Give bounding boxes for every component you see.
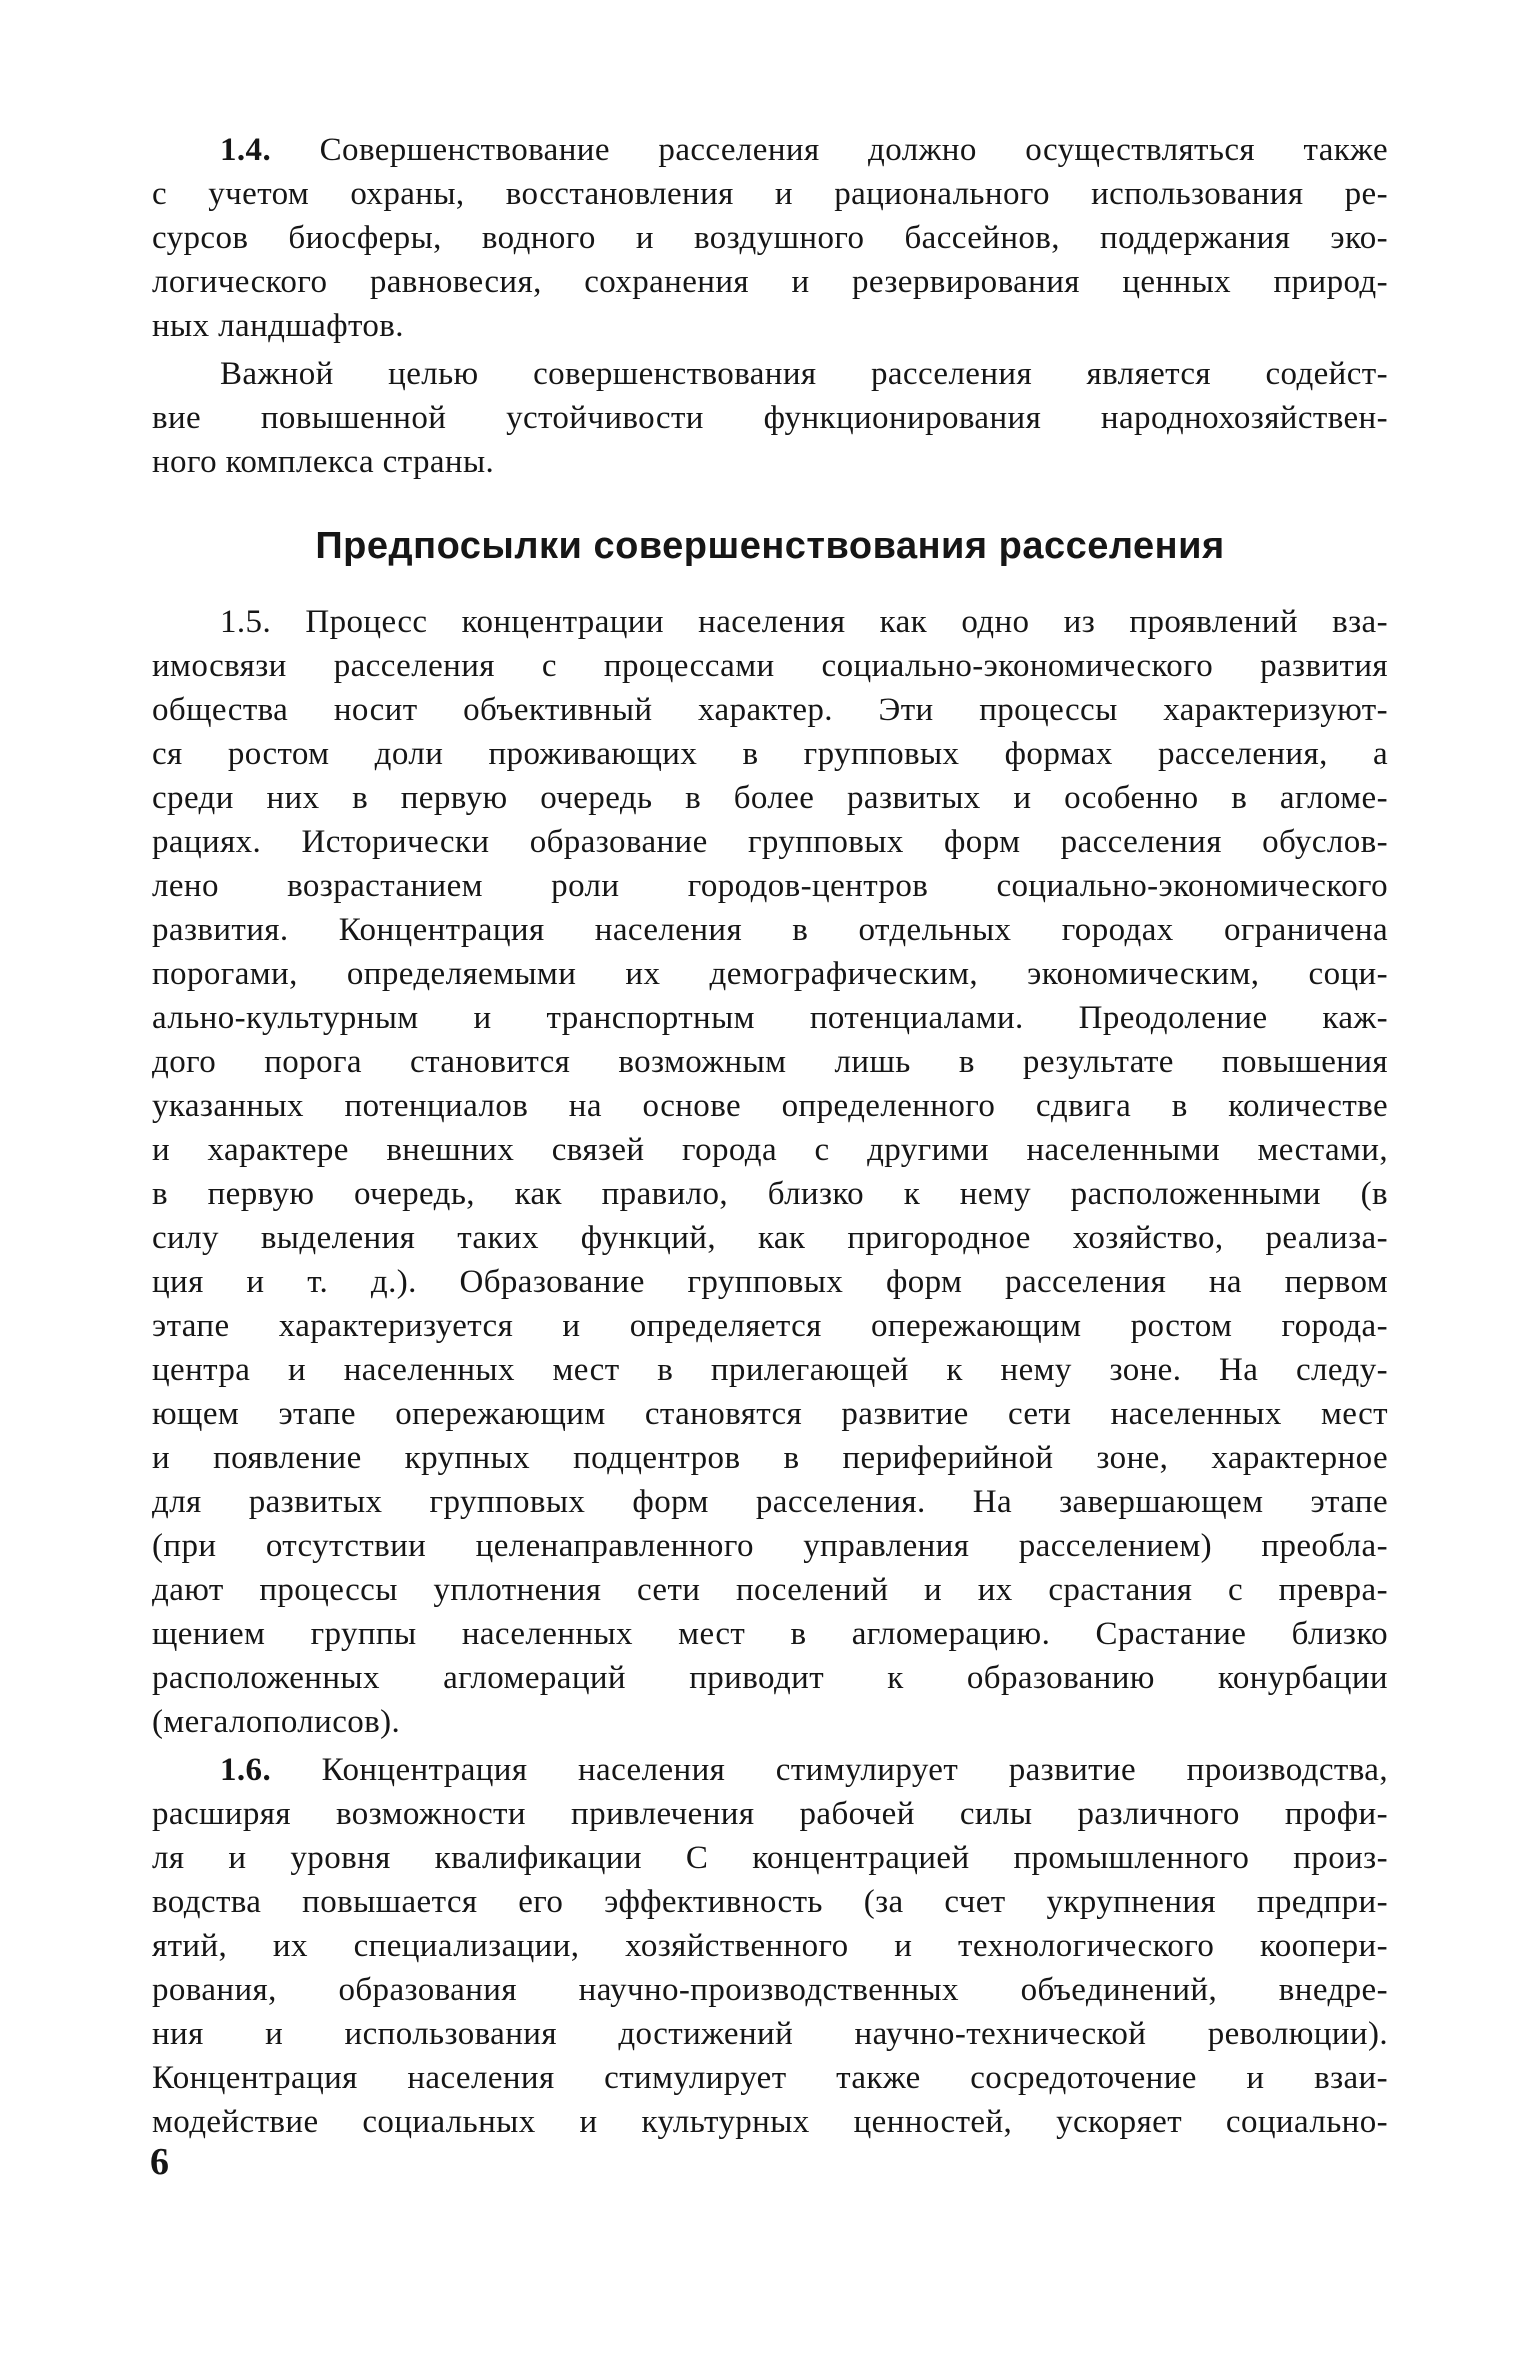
text-line: щением группы населенных мест в агломерацию. Срастание близко bbox=[152, 1616, 1388, 1652]
text-line: этапе характеризуется и определяется опережающим ростом города- bbox=[152, 1308, 1388, 1344]
text-line: водства повышается его эффективность (за счет укрупнения предпри- bbox=[152, 1884, 1388, 1920]
paragraph-goal bbox=[152, 352, 1388, 484]
text-line: ния и использования достижений научно-технической революции). bbox=[152, 2016, 1388, 2052]
text-line: 1.4. Совершенствование расселения должно осуществляться также bbox=[220, 132, 1388, 168]
text-line: с учетом охраны, восстановления и рационального использования ре- bbox=[152, 176, 1388, 212]
text-line: сурсов биосферы, водного и воздушного бассейнов, поддержания эко- bbox=[152, 220, 1388, 256]
page-number: 6 bbox=[150, 2141, 169, 2183]
section-number: 1.4. bbox=[220, 132, 272, 168]
section-1-5 bbox=[152, 600, 1388, 1744]
text-line: рациях. Исторически образование групповых форм расселения обуслов- bbox=[152, 824, 1388, 860]
text-line: имосвязи расселения с процессами социально-экономического развития bbox=[152, 648, 1388, 684]
text-line: ятий, их специализации, хозяйственного и технологического коопери- bbox=[152, 1928, 1388, 1964]
text-line: ся ростом доли проживающих в групповых формах расселения, а bbox=[152, 736, 1388, 772]
section-1-6 bbox=[152, 1748, 1388, 2144]
text-line: центра и населенных мест в прилегающей к нему зоне. На следу- bbox=[152, 1352, 1388, 1388]
text-line: вие повышенной устойчивости функционирования народнохозяйствен- bbox=[152, 400, 1388, 436]
text-line: силу выделения таких функций, как пригородное хозяйство, реализа- bbox=[152, 1220, 1388, 1256]
text-line: модействие социальных и культурных ценностей, ускоряет социально- bbox=[152, 2104, 1388, 2140]
text-line: дают процессы уплотнения сети поселений и их срастания с превра- bbox=[152, 1572, 1388, 1608]
section-number: 1.6. bbox=[220, 1752, 272, 1788]
text-column bbox=[152, 128, 1388, 2144]
text-line: 1.6. Концентрация населения стимулирует развитие производства, bbox=[220, 1752, 1388, 1788]
text-line: и характере внешних связей города с другими населенными местами, bbox=[152, 1132, 1388, 1168]
text-line: логического равновесия, сохранения и резервирования ценных природ- bbox=[152, 264, 1388, 300]
text-line: расположенных агломераций приводит к образованию конурбации bbox=[152, 1660, 1388, 1696]
section-1-4 bbox=[152, 128, 1388, 348]
text-line: ющем этапе опережающим становятся развитие сети населенных мест bbox=[152, 1396, 1388, 1432]
text-line: расширяя возможности привлечения рабочей силы различного профи- bbox=[152, 1796, 1388, 1832]
text-line: лено возрастанием роли городов-центров социально-экономического bbox=[152, 868, 1388, 904]
text-line: указанных потенциалов на основе определенного сдвига в количестве bbox=[152, 1088, 1388, 1124]
text-line: развития. Концентрация населения в отдельных городах ограничена bbox=[152, 912, 1388, 948]
text-line: ция и т. д.). Образование групповых форм расселения на первом bbox=[152, 1264, 1388, 1300]
text-line: в первую очередь, как правило, близко к нему расположенными (в bbox=[152, 1176, 1388, 1212]
text-line: дого порога становится возможным лишь в результате повышения bbox=[152, 1044, 1388, 1080]
section-heading: Предпосылки совершенствования расселения bbox=[315, 525, 1225, 567]
text-line: общества носит объективный характер. Эти процессы характеризуют- bbox=[152, 692, 1388, 728]
text-line: ля и уровня квалификации С концентрацией промышленного произ- bbox=[152, 1840, 1388, 1876]
text-line: ных ландшафтов. bbox=[152, 308, 404, 344]
text-line: рования, образования научно-производственных объединений, внедре- bbox=[152, 1972, 1388, 2008]
text-line: Концентрация населения стимулирует также сосредоточение и взаи- bbox=[152, 2060, 1388, 2096]
section-number: 1.5. bbox=[220, 604, 272, 640]
text-line: и появление крупных подцентров в периферийной зоне, характерное bbox=[152, 1440, 1388, 1476]
text-line: для развитых групповых форм расселения. На завершающем этапе bbox=[152, 1484, 1388, 1520]
text-line: Важной целью совершенствования расселения является содейст- bbox=[220, 356, 1388, 392]
text-line: (мегалополисов). bbox=[152, 1704, 401, 1740]
text-line: ально-культурным и транспортным потенциалами. Преодоление каж- bbox=[152, 1000, 1388, 1036]
text-line: порогами, определяемыми их демографическим, экономическим, соци- bbox=[152, 956, 1388, 992]
text-line: 1.5. Процесс концентрации населения как одно из проявлений вза- bbox=[220, 604, 1388, 640]
text-line: среди них в первую очередь в более развитых и особенно в агломе- bbox=[152, 780, 1388, 816]
text-line: (при отсутствии целенаправленного управления расселением) преобла- bbox=[152, 1528, 1388, 1564]
text-line: ного комплекса страны. bbox=[152, 444, 495, 480]
